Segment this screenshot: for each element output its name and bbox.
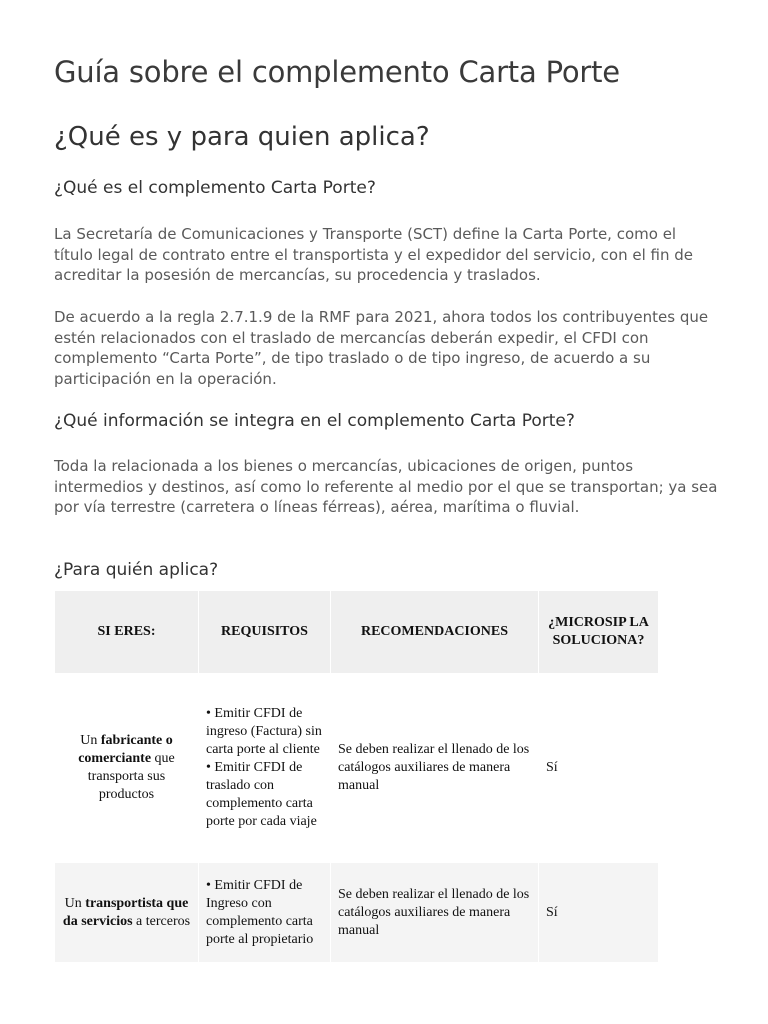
paragraph-information: Toda la relacionada a los bienes o mercancías, ubicaciones de origen, puntos intermedios y destinos, así como lo referente al medio por el que se transportan; ya sea por vía terrestre (carretera o líneas férreas), aérea, marítima o fluvial. bbox=[54, 457, 718, 516]
header-cell-si-eres: SI ERES: bbox=[55, 591, 199, 673]
requirement-item: • Emitir CFDI de ingreso (Factura) sin carta porte al cliente bbox=[206, 706, 322, 757]
who-bold: fabricante o comerciante bbox=[78, 733, 173, 766]
who-bold: transportista que da servicios bbox=[62, 895, 189, 929]
cell-solves: Sí bbox=[539, 673, 659, 863]
table-row bbox=[55, 863, 659, 962]
requirement-item: • Emitir CFDI de Ingreso con complemento carta porte al propietario bbox=[206, 877, 314, 947]
who-prefix: Un bbox=[80, 733, 101, 748]
who-suffix: a terceros bbox=[132, 913, 191, 929]
table-row bbox=[55, 673, 659, 863]
requirement-item: • Emitir CFDI de traslado con complemento carta porte por cada viaje bbox=[206, 760, 317, 829]
cell-who bbox=[55, 673, 199, 863]
requirements-table bbox=[54, 591, 659, 962]
cell-who bbox=[55, 863, 199, 962]
cell-solves: Sí bbox=[539, 863, 659, 962]
section-heading-what-is: ¿Qué es el complemento Carta Porte? bbox=[54, 178, 376, 198]
cell-recommendation: Se deben realizar el llenado de los catálogos auxiliares de manera manual bbox=[331, 863, 539, 962]
section-heading-information: ¿Qué información se integra en el complemento Carta Porte? bbox=[54, 411, 575, 431]
cell-recommendation: Se deben realizar el llenado de los catálogos auxiliares de manera manual bbox=[331, 673, 539, 863]
header-cell-requisitos: REQUISITOS bbox=[199, 591, 331, 673]
paragraph-rmf-rule: De acuerdo a la regla 2.7.1.9 de la RMF para 2021, ahora todos los contribuyentes que estén relacionados con el traslado de mercancías deberán expedir, el CFDI con complemento “Carta Porte”, de tipo traslado o de tipo ingreso, de acuerdo a su participación en la operación. bbox=[54, 308, 709, 388]
page-title: Guía sobre el complemento Carta Porte bbox=[54, 55, 620, 89]
page-subtitle: ¿Qué es y para quien aplica? bbox=[54, 122, 430, 152]
cell-requirements bbox=[199, 863, 331, 962]
header-cell-recomendaciones: RECOMENDACIONES bbox=[331, 591, 539, 673]
section-heading-who-applies: ¿Para quién aplica? bbox=[54, 560, 219, 580]
who-suffix: que transporta sus productos bbox=[87, 751, 175, 802]
cell-requirements bbox=[199, 673, 331, 863]
who-prefix: Un bbox=[64, 895, 86, 911]
header-cell-microsip: ¿MICROSIP LA SOLUCIONA? bbox=[539, 591, 659, 673]
table-header-row bbox=[55, 591, 659, 673]
paragraph-sct-definition: La Secretaría de Comunicaciones y Transporte (SCT) define la Carta Porte, como el título legal de contrato entre el transportista y el expedidor del servicio, con el fin de acreditar la posesión de mercancías, su procedencia y traslados. bbox=[54, 225, 693, 284]
